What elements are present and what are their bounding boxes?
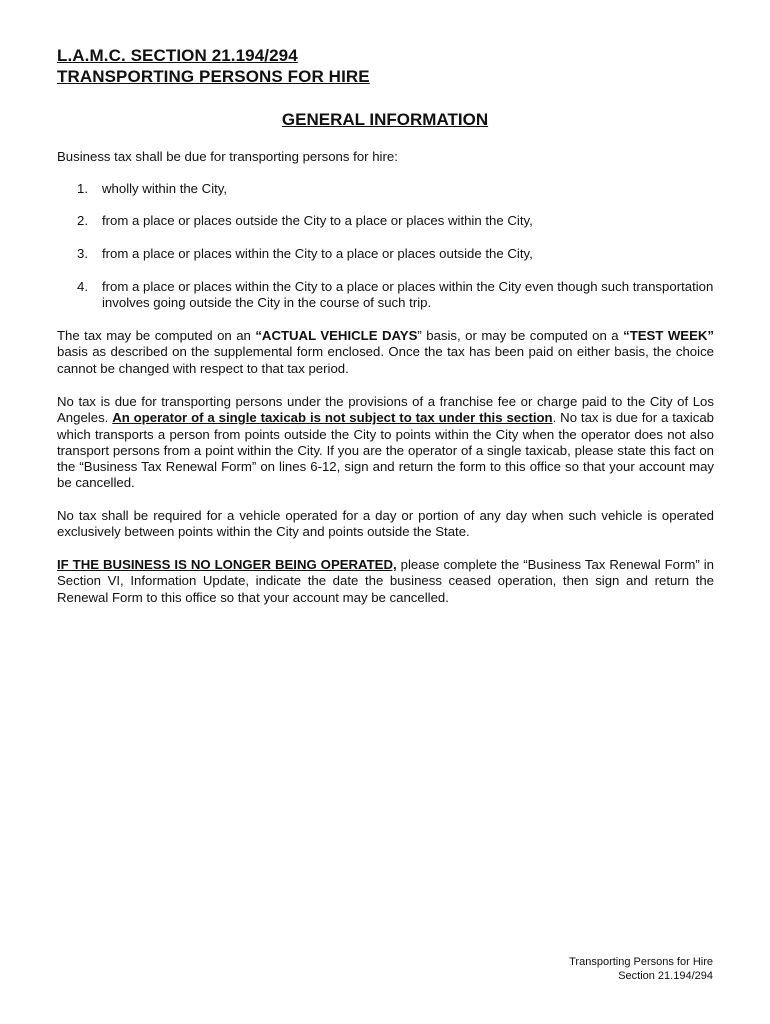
paragraph-text: basis as described on the supplemental form enclosed. Once the tax has been paid on either basis, the choice cannot be changed with respect to that tax period.	[57, 344, 714, 376]
page-footer	[569, 956, 713, 983]
paragraph-text: ” basis, or may be computed on a	[417, 328, 624, 343]
footer-title: Transporting Persons for Hire	[569, 956, 713, 968]
list-item-text: from a place or places outside the City to a place or places within the City,	[102, 213, 533, 228]
footer-section: Section 21.194/294	[618, 969, 713, 982]
list-item-number: 2.	[77, 213, 88, 228]
interstate-paragraph: No tax shall be required for a vehicle operated for a day or portion of any day when such vehicle is operated exclusively between points within the City and points outside the State.	[57, 508, 714, 540]
test-week-emphasis: “TEST WEEK”	[623, 328, 714, 343]
business-closed-emphasis: IF THE BUSINESS IS NO LONGER BEING OPERATED,	[57, 557, 397, 572]
paragraph-text: No tax is due for transporting persons under the provisions of a franchise fee or charge paid to the City of Los Angeles.	[57, 394, 714, 426]
taxicab-exemption-emphasis: An operator of a single taxicab is not subject to tax under this section	[112, 410, 553, 426]
section-heading: L.A.M.C. SECTION 21.194/294	[57, 46, 298, 65]
general-information-title: GENERAL INFORMATION	[281, 110, 489, 129]
section-subheading: TRANSPORTING PERSONS FOR HIRE	[57, 67, 370, 86]
list-item-text: from a place or places within the City to a place or places outside the City,	[102, 246, 533, 261]
paragraph-text: . No tax is due for a taxicab which transports a person from points outside the City to points within the City when the operator does not also transport persons from a point within the City. If you are the operator of a single taxicab, please state this fact on the “Business Tax Renewal Form” on lines 6-12, sign and return the form to this office so that your account may be cancelled.	[57, 410, 714, 491]
list-item-number: 4.	[77, 279, 88, 294]
paragraph-text: please complete the “Business Tax Renewal Form” in Section VI, Information Update, indicate the date the business ceased operation, then sign and return the Renewal Form to this office so that your account may be cancelled.	[57, 557, 714, 605]
list-item-number: 3.	[77, 246, 88, 261]
business-closed-paragraph	[57, 557, 714, 606]
list-item-text: from a place or places within the City to a place or places within the City even though such transportation involves going outside the City in the course of such trip.	[102, 279, 714, 311]
list-item-number: 1.	[77, 181, 88, 196]
paragraph-text: The tax may be computed on an	[57, 328, 256, 343]
computation-paragraph	[57, 328, 714, 377]
list-item-text: wholly within the City,	[102, 181, 228, 196]
intro-text: Business tax shall be due for transporting persons for hire:	[57, 149, 398, 164]
actual-vehicle-days-emphasis: “ACTUAL VEHICLE DAYS	[255, 328, 418, 343]
exemption-paragraph	[57, 394, 714, 492]
